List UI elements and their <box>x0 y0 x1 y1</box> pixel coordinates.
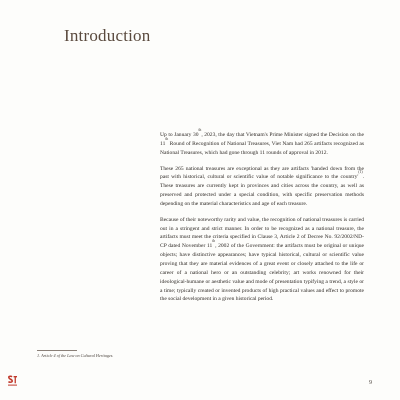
superscript: th <box>212 239 216 244</box>
text-run: , 2023, the day that Vietnam's Prime Minister signed the Decision on the 11 <box>160 132 364 147</box>
footnote-divider <box>37 350 77 351</box>
page-number: 9 <box>369 380 372 386</box>
text-run: Because of their noteworthy rarity and value, the recognition of national treasures is carried out in a stringent and strict manner. In order to be recognized as a national treasure, the artifacts must meet the criteria specified in Clause 3, Article 2 of Decree No. 92/2002/ND-CP dated November 11 <box>160 216 364 250</box>
superscript: (1) <box>358 170 363 175</box>
publisher-logo-icon <box>6 374 18 388</box>
superscript: th <box>198 128 202 132</box>
text-run: . These treasures are currently kept in provinces and cities across the country, as well as preserved and protected under a special condition, with specific preservation methods depending on the material characteristics and age of each treasure. <box>160 174 364 207</box>
page-title: Introduction <box>64 26 151 45</box>
text-run: Round of Recognition of National Treasures, Viet Nam had 265 artifacts recognized as National Treasures, which had gone through 11 rounds of approval in 2012. <box>160 140 364 156</box>
text-run: These 265 national treasures are exceptional as they are artifacts 'handed down from the past with historical, cultural or scientific value of notable significance to the country' <box>160 165 364 181</box>
text-run: , 2002 of the Government: the artifacts must be original or unique objects; have distinctive appearances; have typical historical, cultural or scientific value proving that they are material evidences of a great event or closely attached to the life or career of a national hero or an outstanding celebrity; art works renowned for their ideological-humane or aesthetic value and mode of presentation typifying a trend, a style or a time; typically created or invented products of high practical values and effect to promote the social development in a given historical period. <box>160 243 364 303</box>
paragraph <box>160 165 364 209</box>
body-text <box>160 128 364 304</box>
superscript: th <box>165 136 169 141</box>
paragraph <box>160 128 364 158</box>
text-run: Up to January 30 <box>160 132 199 138</box>
paragraph <box>160 216 364 304</box>
footnote: 1. Article 4 of the Law on Cultural Heritages. <box>37 353 114 358</box>
